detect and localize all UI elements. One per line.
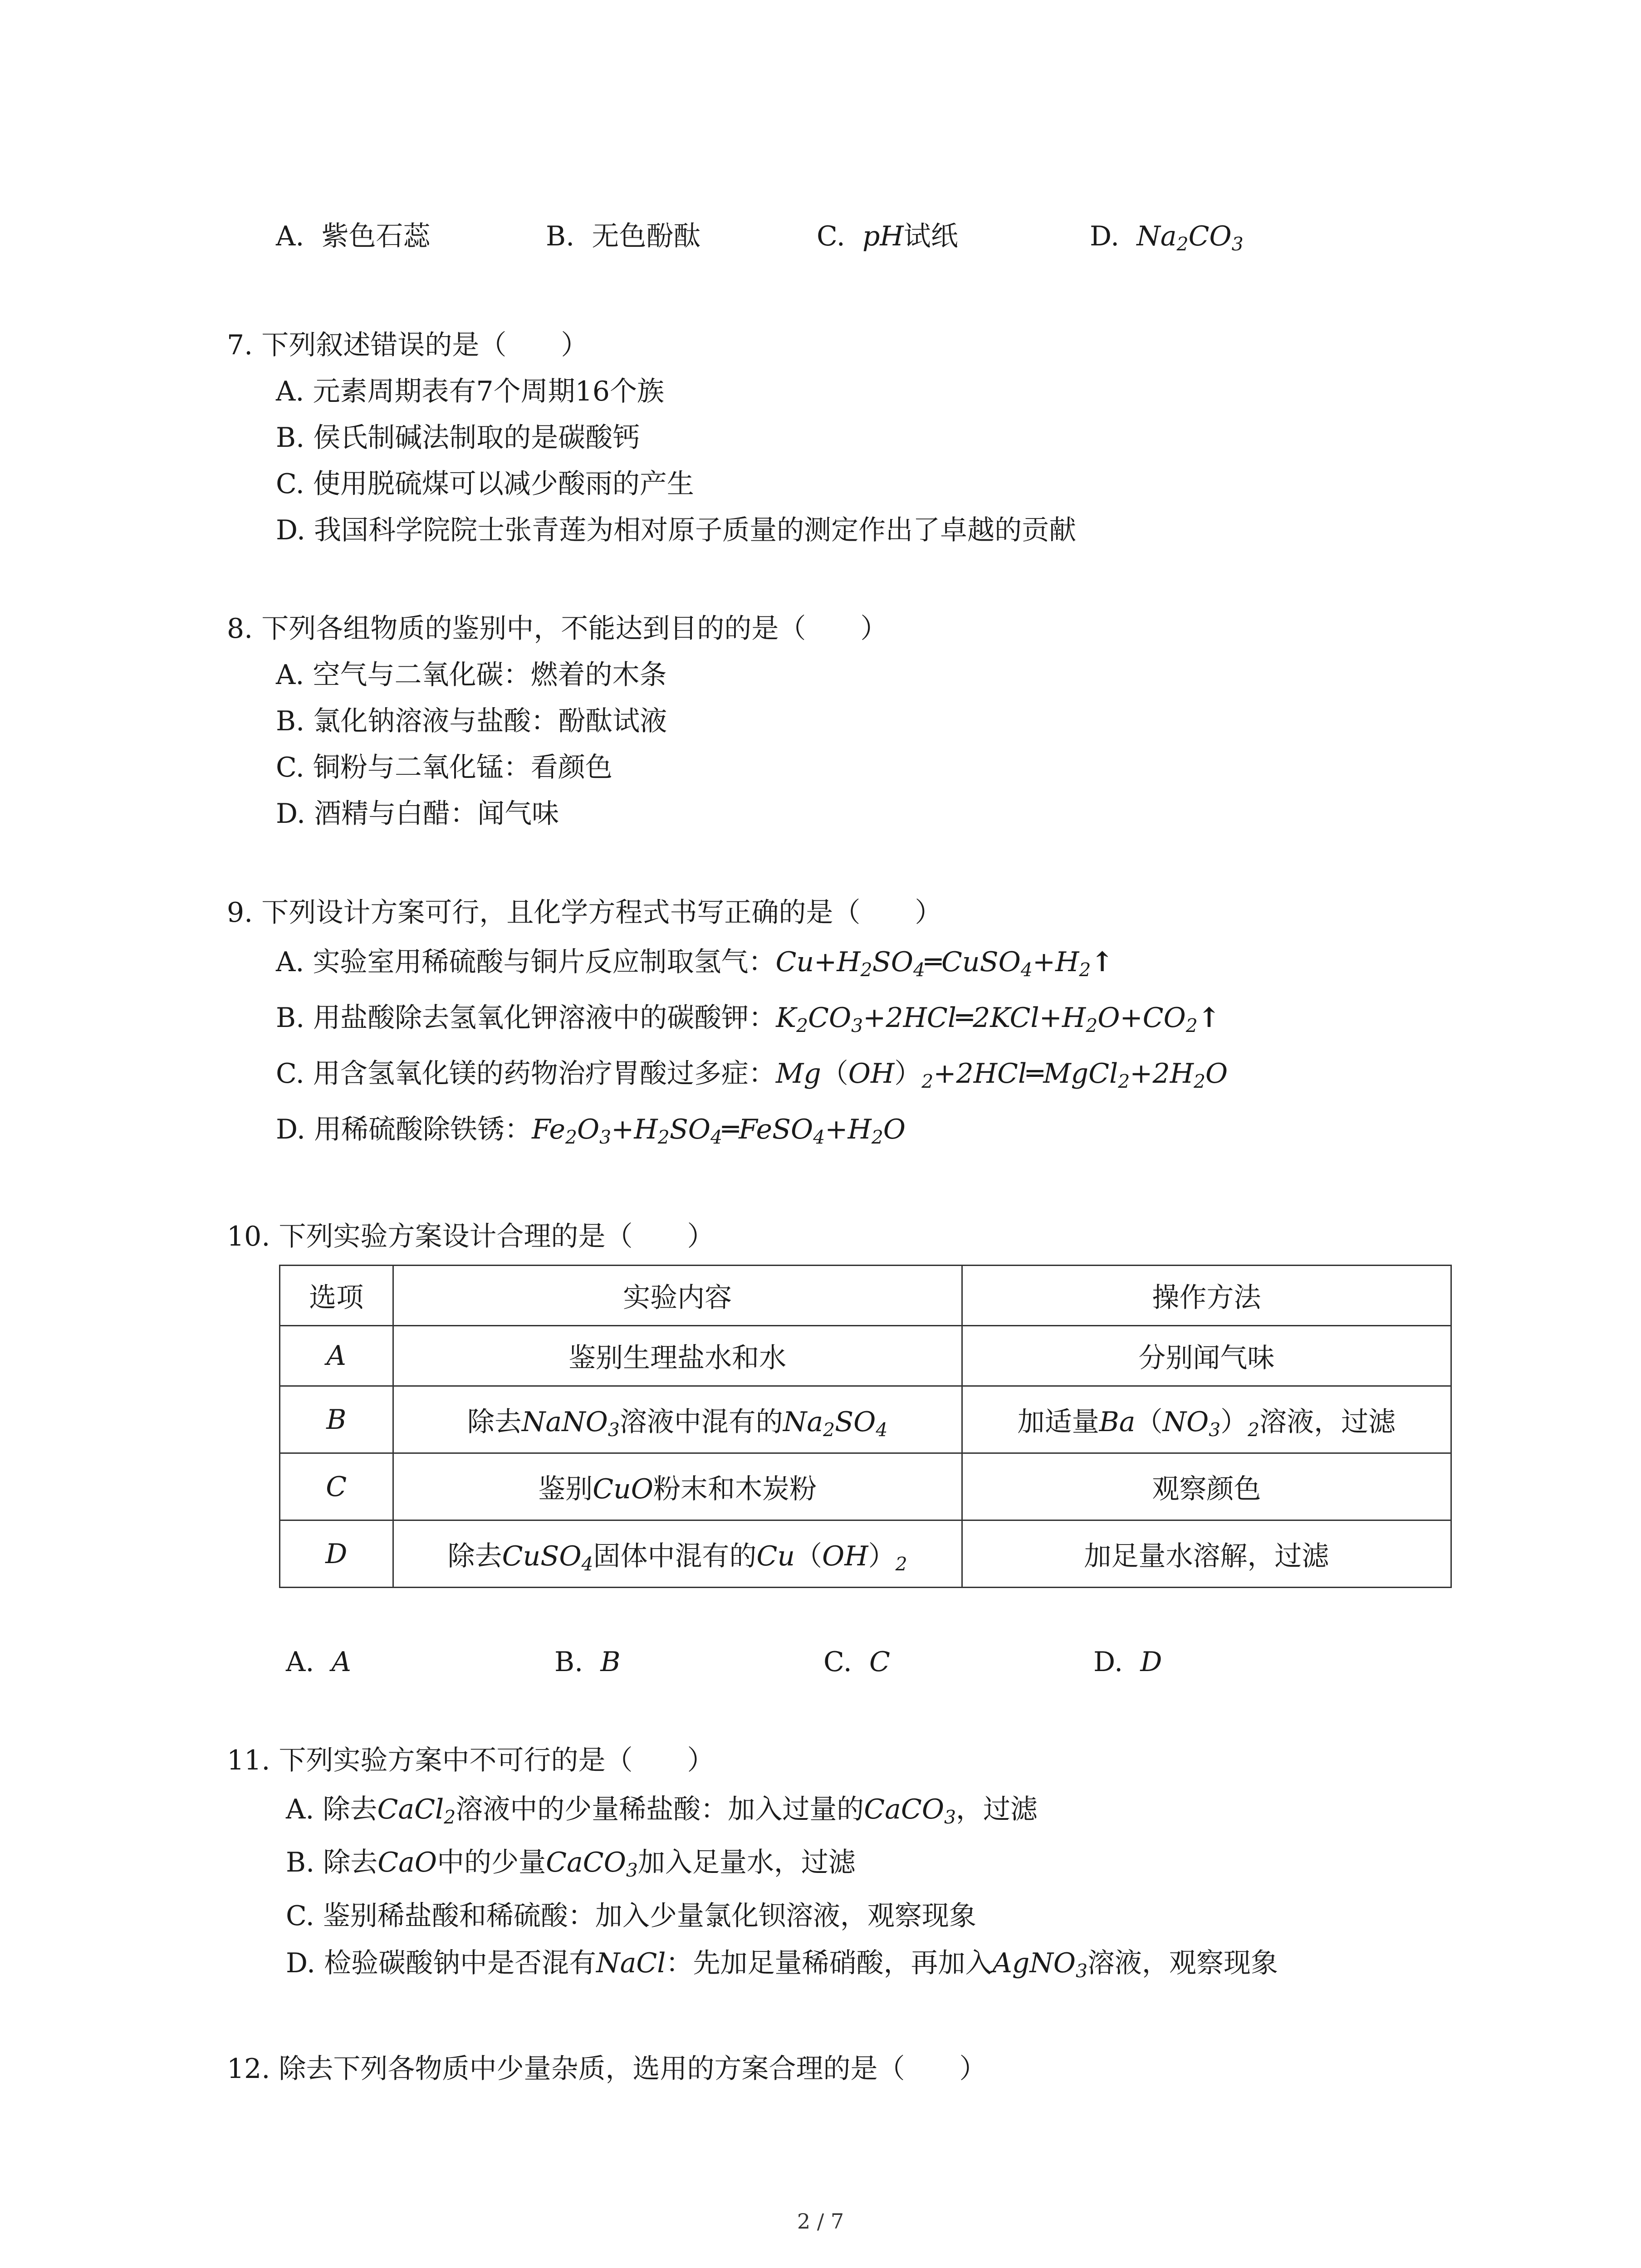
table-cell-method: 观察颜色 [962,1453,1451,1520]
table-row [280,1386,1451,1453]
q11-option-c: C. 鉴别稀盐酸和稀硫酸：加入少量氯化钡溶液，观察现象 [286,1900,976,1932]
table-cell-content: 鉴别生理盐水和水 [393,1326,962,1386]
table-cell-option: A [280,1326,393,1386]
experiment-table [279,1265,1452,1588]
q8-option-c: C. 铜粉与二氧化锰：看颜色 [276,752,612,783]
q9-option-d: D. 用稀硫酸除铁锈：$Fe_2O_3+H_2SO_4═FeSO_4+H_2O$ [276,1114,906,1149]
q11-option-a: A. 除去CaCl$_2$溶液中的少量稀盐酸：加入过量的CaCO$_3$，过滤 [286,1794,1038,1828]
table-cell-content: 鉴别CuO粉末和木炭粉 [393,1453,962,1520]
q6-option-b: B. 无色酚酞 [546,220,701,252]
q6-option-c: C. pH试纸 [817,220,958,252]
q11-option-d: D. 检验碳酸钠中是否混有NaCl：先加足量稀硝酸，再加入AgNO$_3$溶液，观察现象 [286,1947,1278,1982]
q7-option-d: D. 我国科学院院士张青莲为相对原子质量的测定作出了卓越的贡献 [276,514,1077,546]
q8-option-b: B. 氯化钠溶液与盐酸：酚酞试液 [276,705,667,737]
table-cell-option: D [280,1520,393,1588]
table-cell-option: B [280,1386,393,1453]
q6-option-a: A. 紫色石蕊 [276,220,431,252]
q8-option-a: A. 空气与二氧化碳：燃着的木条 [276,659,667,691]
q11-option-b: B. 除去CaO中的少量CaCO$_3$加入足量水，过滤 [286,1847,856,1882]
q10-option-b: B. B [554,1646,621,1678]
table-row [280,1520,1451,1588]
q11-stem: 11. 下列实验方案中不可行的是（ ） [227,1745,715,1776]
table-cell-content: 除去NaNO$_3$溶液中混有的$Na_2SO_4$ [393,1386,962,1453]
table-cell-method: 分别闻气味 [962,1326,1451,1386]
table-cell-content: 除去CuSO$_4$固体中混有的$Cu(OH)_2$ [393,1520,962,1588]
q7-option-c: C. 使用脱硫煤可以减少酸雨的产生 [276,468,694,500]
q7-option-a: A. 元素周期表有7个周期16个族 [276,376,664,407]
q6-option-d: D. $Na_2CO_3$ [1090,220,1244,255]
page-number: 2 / 7 [797,2209,844,2234]
q9-option-a: A. 实验室用稀硫酸与铜片反应制取氢气：$Cu+H_2SO_4═CuSO_4+H_2↑$ [276,946,1114,981]
q7-stem: 7. 下列叙述错误的是（ ） [227,329,588,361]
table-cell-method: 加足量水溶解，过滤 [962,1520,1451,1588]
table-header-cell: 选项 [280,1266,393,1326]
q9-stem: 9. 下列设计方案可行，且化学方程式书写正确的是（ ） [227,897,942,929]
table-row [280,1326,1451,1386]
q7-option-b: B. 侯氏制碱法制取的是碳酸钙 [276,422,640,454]
q9-option-c: C. 用含氢氧化镁的药物治疗胃酸过多症：$Mg(OH)_2+2HCl═MgCl_2+2H_2O$ [276,1058,1228,1093]
q8-stem: 8. 下列各组物质的鉴别中，不能达到目的的是（ ） [227,613,888,645]
q10-stem: 10. 下列实验方案设计合理的是（ ） [227,1221,715,1252]
q12-stem: 12. 除去下列各物质中少量杂质，选用的方案合理的是（ ） [227,2053,987,2085]
table-header-cell: 实验内容 [393,1266,962,1326]
q10-option-d: D. D [1093,1646,1162,1678]
table-row [280,1453,1451,1520]
table-cell-option: C [280,1453,393,1520]
table-header-row [280,1266,1451,1326]
table-cell-method: 加适量$Ba(NO_3)_2$溶液，过滤 [962,1386,1451,1453]
q9-option-b: B. 用盐酸除去氢氧化钾溶液中的碳酸钾：$K_2CO_3+2HCl═2KCl+H_2O+CO_2↑$ [276,1002,1220,1037]
q8-option-d: D. 酒精与白醋：闻气味 [276,798,559,830]
q10-option-c: C. C [823,1646,890,1678]
table-header-cell: 操作方法 [962,1266,1451,1326]
q10-option-a: A. A [286,1646,351,1678]
